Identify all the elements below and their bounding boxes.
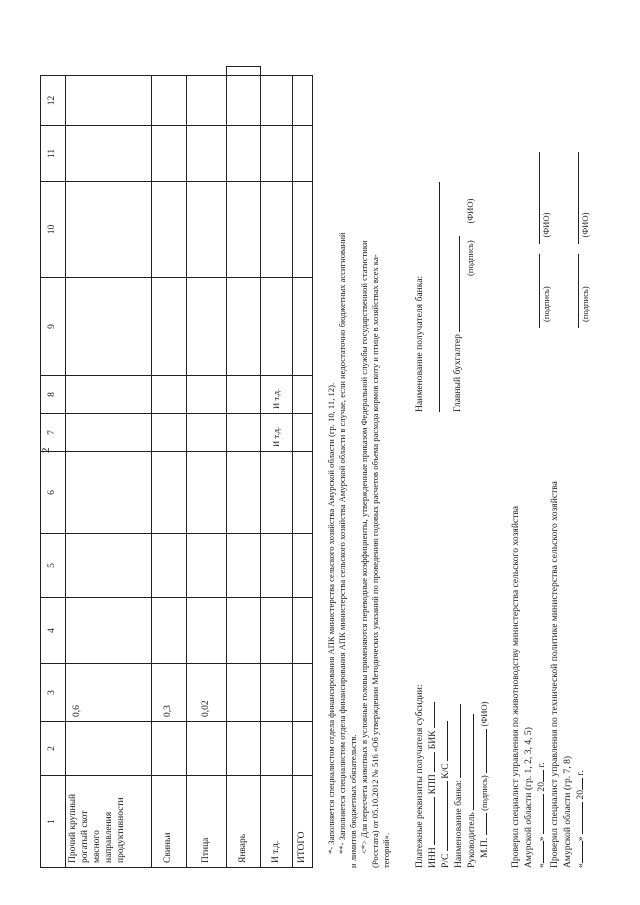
footnote-1: *- Заполняется специалистом отдела финансирования АПК министерства сельского хозяйства Амурской области (гр. 10, 11, 12). xyxy=(326,382,336,854)
table-cell xyxy=(152,76,187,126)
table-cell xyxy=(293,278,313,376)
table-cell xyxy=(261,664,293,722)
table-cell xyxy=(227,67,261,76)
coefficient-cell: 0,02 xyxy=(187,664,227,722)
ks-label: К/С xyxy=(440,763,451,779)
table-cell xyxy=(66,722,152,776)
table-cell xyxy=(227,452,261,534)
table-cell xyxy=(261,126,293,182)
table-cell xyxy=(66,452,152,534)
page-number: 2 xyxy=(40,447,52,453)
table-cell xyxy=(293,452,313,534)
check2-sign-labels xyxy=(580,213,593,322)
table-cell xyxy=(152,722,187,776)
table-cell xyxy=(293,126,313,182)
table-cell xyxy=(66,278,152,376)
table-cell xyxy=(293,598,313,664)
header-cell: 4 xyxy=(41,598,66,664)
head-label: Руководитель xyxy=(466,812,477,868)
check1-line-b: Амурской области (гр. 1, 2, 3, 4, 5) xyxy=(523,727,534,868)
chief-sign-label: (подпись) xyxy=(465,240,475,276)
footnote-2: **- Заполняется специалистом отдела финансирования АПК министерства сельского хозяйства Амурской области в случае, если недостаточно бюджетных ассигнований xyxy=(337,232,347,854)
header-cell: 6 xyxy=(41,452,66,534)
table-cell xyxy=(66,534,152,598)
header-cell: 8 xyxy=(41,376,66,414)
footnote-3-cont2: тегорий». xyxy=(381,832,391,868)
ks-field xyxy=(447,721,448,761)
table-header-row xyxy=(41,67,66,868)
table-cell xyxy=(66,376,152,414)
table-cell xyxy=(293,664,313,722)
recipient-bank-field xyxy=(432,182,445,412)
table-cell xyxy=(227,182,261,278)
table-cell xyxy=(66,182,152,278)
check1-sign-labels xyxy=(541,213,554,322)
table-cell xyxy=(187,534,227,598)
table-cell xyxy=(66,126,152,182)
chief-sign-line xyxy=(465,199,478,276)
table-cell xyxy=(227,376,261,414)
table-cell xyxy=(66,76,152,126)
table-cell xyxy=(187,414,227,452)
table-cell xyxy=(261,182,293,278)
table-cell xyxy=(187,278,227,376)
table-cell xyxy=(261,278,293,376)
bik-field xyxy=(434,702,435,728)
table-cell xyxy=(187,182,227,278)
rs-label: Р/С xyxy=(440,853,451,868)
bank-label: Наименование банка: xyxy=(453,780,464,868)
row-label: Птица xyxy=(187,776,227,868)
check2-line-a: Проверил специалист управления по технической политике министерства сельского хозяйства xyxy=(549,481,560,868)
table-cell xyxy=(227,598,261,664)
header-cell: 9 xyxy=(41,278,66,376)
row-label: ИТОГО xyxy=(293,776,313,868)
row-label: Свиньи xyxy=(152,776,187,868)
header-cell: 11 xyxy=(41,126,66,182)
table-cell xyxy=(152,376,187,414)
table-cell xyxy=(293,414,313,452)
inn-line xyxy=(427,702,440,868)
head-fio-label: (ФИО) xyxy=(479,701,489,727)
table-cell xyxy=(66,414,152,452)
table-cell xyxy=(152,414,187,452)
kpp-field xyxy=(434,752,435,772)
chief-fio-label: (ФИО) xyxy=(465,198,475,224)
footnote-2-cont: и лимитов бюджетных обязательств. xyxy=(348,734,358,868)
table-cell xyxy=(261,76,293,126)
check2-line-b: Амурской области (гр. 7, 8) xyxy=(562,755,573,868)
rotated-sheet xyxy=(40,48,600,868)
table-cell xyxy=(152,182,187,278)
footnotes xyxy=(326,68,392,868)
table-cell xyxy=(261,598,293,664)
table-row xyxy=(66,67,152,868)
recipient-bank-line xyxy=(414,276,427,412)
table-cell xyxy=(227,664,261,722)
row-label: И т.д. xyxy=(261,776,293,868)
rs-field xyxy=(447,781,448,851)
head-sign-label: (подпись) xyxy=(479,775,489,811)
table-cell xyxy=(261,722,293,776)
check1-line-a: Проверил специалист управления по животноводству министерства сельского хозяйства xyxy=(510,505,521,868)
head-field xyxy=(473,714,474,810)
table-row xyxy=(227,67,261,868)
check2-date-line: «» 20 г. xyxy=(575,770,586,868)
table-cell xyxy=(293,76,313,126)
coefficient-cell: 0,6 xyxy=(66,664,152,722)
table-cell xyxy=(293,376,313,414)
bank-field xyxy=(460,704,461,778)
table-cell xyxy=(187,452,227,534)
head-line xyxy=(466,714,479,868)
header-cell: 1 xyxy=(41,776,66,868)
chief-accountant-line xyxy=(452,236,465,412)
table-cell xyxy=(227,76,261,126)
table-cell: И т.д. xyxy=(261,414,293,452)
chief-accountant-label: Главный бухгалтер xyxy=(452,334,463,412)
row-label: Январь xyxy=(227,776,261,868)
table-cell xyxy=(187,598,227,664)
check2-fio-label: (ФИО) xyxy=(580,212,590,238)
header-cell: 3 xyxy=(41,664,66,722)
table-cell xyxy=(187,126,227,182)
table-cell xyxy=(152,278,187,376)
table-cell xyxy=(152,598,187,664)
table-cell xyxy=(261,452,293,534)
header-cell: 12 xyxy=(41,76,66,126)
subsidy-table xyxy=(40,66,313,868)
head-sign-line xyxy=(479,701,492,858)
inn-field xyxy=(434,797,435,845)
table-row xyxy=(293,67,313,868)
table-cell xyxy=(227,278,261,376)
table-cell xyxy=(152,452,187,534)
row-label: Прочий крупный рогатый скот мясного направления продуктивности xyxy=(66,776,152,868)
recipient-bank-label: Наименование получателя банка: xyxy=(414,275,425,412)
check1-sign-label: (подпись) xyxy=(541,286,551,322)
table-row xyxy=(261,67,293,868)
bik-label: БИК xyxy=(427,730,438,750)
table-cell xyxy=(227,414,261,452)
table-cell xyxy=(66,598,152,664)
mp-label: М.П. xyxy=(479,837,490,858)
table-cell xyxy=(152,534,187,598)
table-cell xyxy=(152,126,187,182)
rs-line xyxy=(440,721,453,868)
check2-sign-label: (подпись) xyxy=(580,286,590,322)
table-cell xyxy=(261,534,293,598)
check1-fio-label: (ФИО) xyxy=(541,212,551,238)
check1-date-line: «» 20 г. xyxy=(536,762,547,868)
table-cell xyxy=(227,534,261,598)
table-cell xyxy=(187,76,227,126)
footnote-3-cont: (Росстата) от 05.10.2012 № 516 «Об утверждении Методических указаний по проведению годовых расчетов объема расхода кормов скоту и птице в хозяйствах всех ка- xyxy=(370,254,380,868)
kpp-label: КПП xyxy=(427,774,438,795)
chief-accountant-field xyxy=(459,236,460,332)
bank-line xyxy=(453,704,466,868)
footnote-3: <*> Для пересчета животных в условные головы применяются переводные коэффициенты, утвержденные приказом Федеральной службы государственной статистики xyxy=(359,240,369,854)
table-row xyxy=(187,67,227,868)
header-cell: 7 xyxy=(41,414,66,452)
header-cell: 5 xyxy=(41,534,66,598)
requisites-title: Платежные реквизиты получателя субсидии: xyxy=(414,684,425,868)
header-cell: 2 xyxy=(41,722,66,776)
inn-label: ИНН xyxy=(427,847,438,868)
table-row xyxy=(152,67,187,868)
table-cell xyxy=(293,722,313,776)
header-cell: 10 xyxy=(41,182,66,278)
table-cell xyxy=(293,534,313,598)
table-cell: И т.д. xyxy=(261,376,293,414)
table-cell xyxy=(187,722,227,776)
table-cell xyxy=(227,722,261,776)
table-cell xyxy=(187,376,227,414)
table-cell xyxy=(293,182,313,278)
table-cell xyxy=(227,126,261,182)
coefficient-cell: 0,3 xyxy=(152,664,187,722)
